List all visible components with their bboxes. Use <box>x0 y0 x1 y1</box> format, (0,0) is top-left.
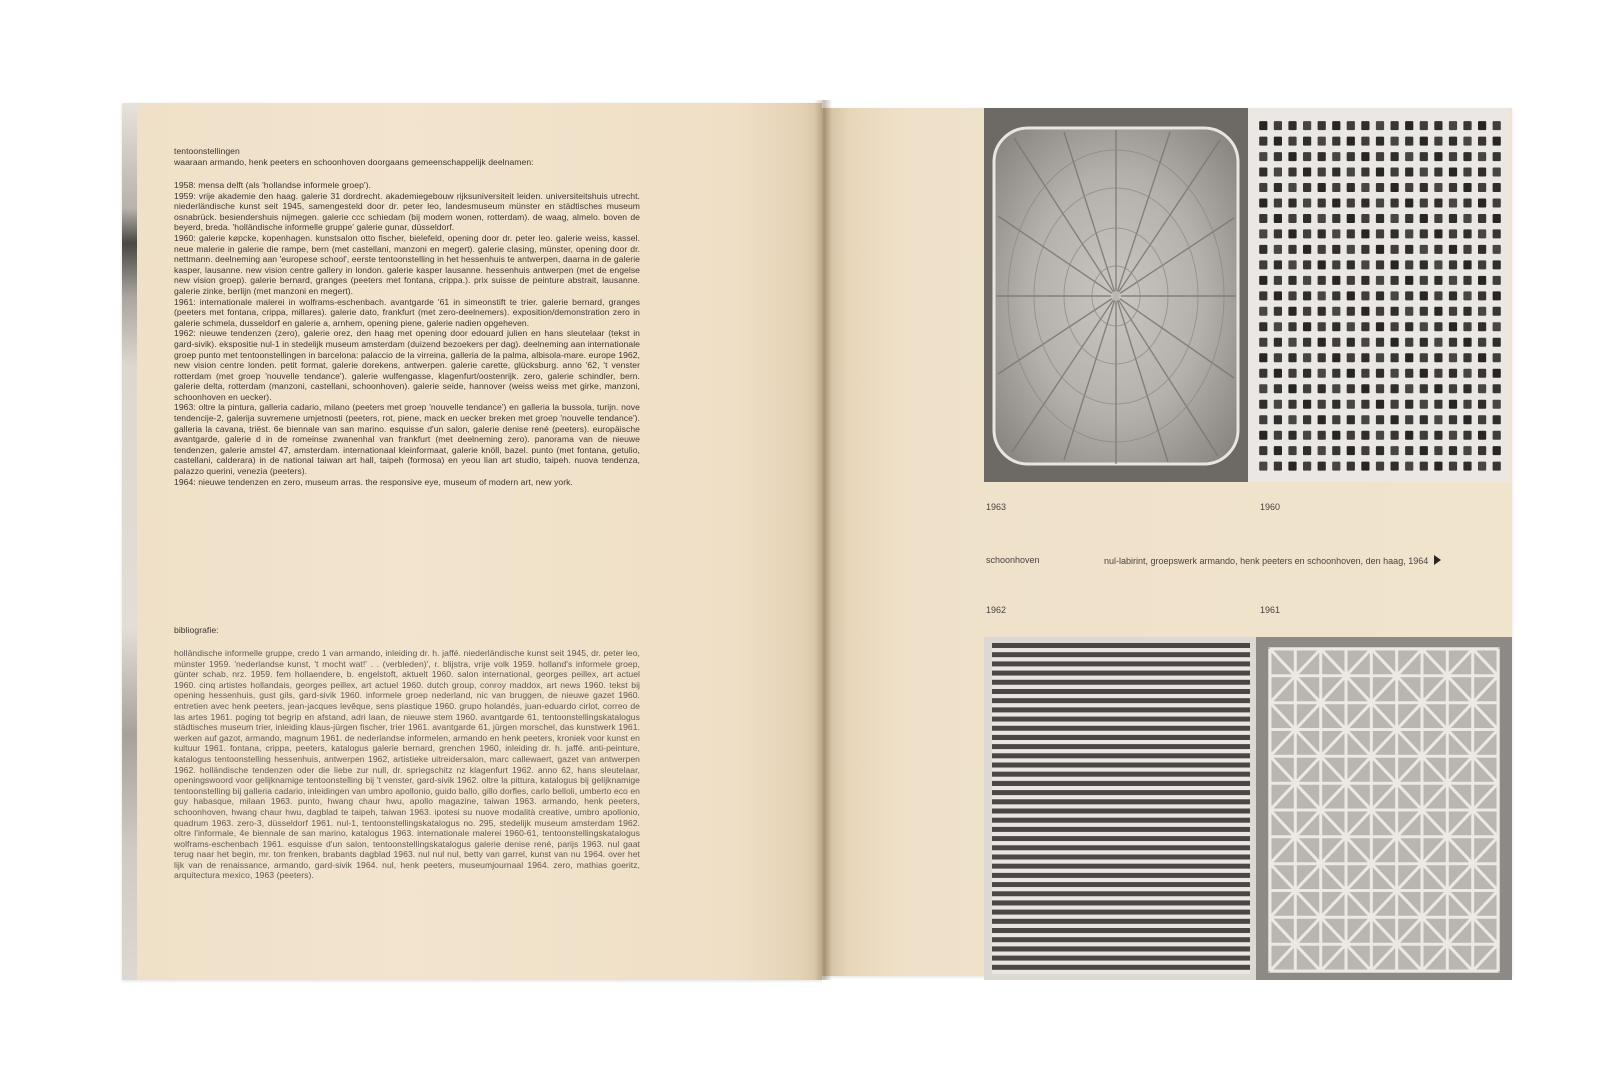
book-gutter <box>814 100 832 980</box>
artwork-triangle-lattice <box>1256 637 1512 980</box>
exhibitions-list <box>174 180 640 487</box>
caption-year-bottom-left: 1962 <box>986 605 1007 615</box>
artwork-square-grid <box>1248 108 1510 482</box>
triangle-lattice-image <box>1256 637 1512 980</box>
exhibition-entry: 1961: internationale malerei in wolframs-eschenbach. avantgarde '61 in simeonstift te trier. galerie bernard, granges (peeters met fontana, crippa, millares). galerie dato, frankfurt (met zero-deelnemers). exposition/demonstration zero in galerie schmela, dusseldorf en galerie a, arnhem, opening piene, galerie nadien opgeheven. <box>174 296 640 328</box>
exhibition-entry: 1960: galerie køpcke, kopenhagen. kunstsalon otto fischer, bielefeld, opening door dr. peter leo. galerie weiss, kassel. neue malerie in galerie die rampe, bern (met castellani, manzoni en megert). galerie clasing, münster, opening door dr. nettmann. deelneming aan 'europese school', eerste tentoonstelling in het hessenhuis te antwerpen, daarna in de galerie kasper, lausanne. new vision centre gallery in london. galerie kasper lausanne. hessenhuis antwerpen (met de engelse new vision groep). galerie bernard, granges (peeters met fontana, crippa.). prix suisse de peinture abstrait, lausanne. galerie zinke, berlijn (met manzoni en megert). <box>174 232 640 296</box>
caption-year-top-right: 1960 <box>1260 502 1281 512</box>
exhibition-entry: 1963: oltre la pintura, galleria cadario, milano (peeters met groep 'nouvelle tendance') en galleria la bussola, turijn. nove tendencije-2, galerija suvremene umjetnosti (peeters, rot, piene, mack en uecker breken met groep 'nouvelle tendance'). galleria la cavana, triëst. 6e biennale van san marino. esquisse d'un salon, galerie denise rené (peeters). europäische avantgarde, galerie d in de romeinse zwanenhal van frankfurt (met deelneming zero). panorama van de nieuwe tendenzen, galerie amstel 47, amsterdam. internationaal kleinformaat, galerie knöll, bazel. punto (met fontana, getulio, castellani, calderara) in de national taiwan art hall, taipeh (formosa) en yeou lian art studio, taipeh. nuova tendenza, palazzo querini, venezia (peeters). <box>174 402 640 477</box>
photo-edge-strip <box>122 103 137 980</box>
exhibition-entry: 1959: vrije akademie den haag. galerie 31 dordrecht. akademiegebouw rijksuniversiteit leiden. universiteitshuis utrecht. niederländische kunst seit 1945, samengesteld door dr. peter leo, landesmuseum münster en städtisches museum osnabrück. besiendershuis nijmegen. galerie ccc schiedam (bij modern wonen, rotterdam). de waag, almelo. boven de beyerd, breda. 'holländische informelle gruppe' galerie gunar, düsseldorf. <box>174 190 640 233</box>
horizontal-slats-image <box>984 637 1256 980</box>
exhibition-entry: 1964: nieuwe tendenzen en zero, museum arras. the responsive eye, museum of modern art, new york. <box>174 476 573 487</box>
exhibitions-heading <box>174 146 640 167</box>
exhibition-entry: 1958: mensa delft (als 'hollandse informele groep'). <box>174 180 371 190</box>
caption-year-bottom-right: 1961 <box>1260 605 1281 615</box>
heading-line-2: waaraan armando, henk peeters en schoonhoven doorgaans gemeenschappelijk deelnamen: <box>174 156 534 167</box>
bibliography-heading: bibliografie: <box>174 625 219 635</box>
caption-year-top-left: 1963 <box>986 502 1007 512</box>
work-title <box>1104 555 1441 566</box>
artist-name: schoonhoven <box>986 555 1040 565</box>
square-grid-image <box>1248 108 1510 482</box>
work-title-text: nul-labirint, groepswerk armando, henk peeters en schoonhoven, den haag, 1964 <box>1104 556 1429 566</box>
play-triangle-icon <box>1434 555 1441 565</box>
artwork-radial-relief <box>984 108 1248 482</box>
radial-relief-image <box>984 108 1248 482</box>
bibliography-text: holländische informelle gruppe, credo 1 van armando, inleiding dr. h. jaffé. niederländische kunst seit 1945, dr. peter leo, münster 1959. 'nederlandse kunst, 't mocht wat!' . . (verbleden)', r. blijstra, vrije volk 1959. holland's informele groep, günter schab, nrz. 1959. fem hollaendere, b. engelstoft, aktuelt 1960. salon international, georges peillex, art actuel 1960. cinq artistes hollandais, georges peillex, art actuel 1960. dutch group, conroy maddox, art news 1960. tekst bij opening hessenhuis, gust gils, gard-sivik 1960. informele groep nederland, nic van bruggen, de nieuwe gazet 1960. entretien avec henk peeters, jean-jacques levêque, sens plastique 1960. grupo holandés, juan-eduardo cirlot, correo de las artes 1961. poging tot begrip en afstand, adri laan, de nieuwe stem 1960. avantgarde 61, tentoonstellingskatalogus städtisches museum trier, inleiding klaus-jürgen fischer, trier 1961. avantgarde 61, jürgen morschel, das kunstwerk 1961. werken auf gazot, armando, magnum 1961. de nederlandse informelen, armando en henk peeters, kroniek voor kunst en kultuur 1961. fontana, crippa, peeters, katalogus galerie bernard, grenchen 1960, inleiding dr. h. jaffé. anti-peinture, katalogus tentoonstelling hessenhuis, antwerpen 1962, artistieke uitreidersalon, marc callewaert, gazet van antwerpen 1962. holländische tendenzen oder die liebe zur null, dr. spriegschitz nz klagenfurt 1962. anno 62, hans sleutelaar, openingswoord voor gelijknamige tentoonstelling bij 't venster, gard-sivik 1962. oltre la pittura, katalogus bij gelijknamige tentoonstelling bij galleria cadario, inleidingen van umbro apollonio, guido ballo, gillo dorfles, carlo belloli, umberto eco en guy habasque, milaan 1963. punto, hwang chaur hwu, apollo magazine, taiwan 1963. armando, henk peeters, schoonhoven, hwang chaur hwu, dagblad te taipeh, taiwan 1963. ipotesi su nuove modalità creative, umbro apollonio, quadrum 1963. zero-3, düsseldorf 1961. nul-1, tentoonstellingskatalogus no. 295, stedelijk museum amsterdam 1962. oltre l'informale, 4e biennale de san marino, katalogus 1963. internationale malerei 1960-61, tentoonstellingskatalogus wolframs-eschenbach 1961. esquisse d'un salon, tentoonstellingskatalogus galerie denise rené, parijs 1963. nul gaat terug naar het begin, mr. ton frenken, brabants dagblad 1963. nul nul nul, betty van garrel, kunst van nu 1964. over het lijk van de renaissance, armando, gard-sivik 1964. nul, henk peeters, museumjournaal 1964. zero, mathias goeritz, arquitectura mexico, 1963 (peeters). <box>174 648 640 881</box>
artwork-horizontal-slats <box>984 637 1256 980</box>
exhibition-entry: 1962: nieuwe tendenzen (zero), galerie orez, den haag met opening door edouard julien en hans sleutelaar (tekst in gard-sivik). ekspositie nul-1 in stedelijk museum amsterdam (duizend bezoekers per dag). deelneming aan internationale groep punto met tentoonstellingen in barcelona: palaccio de la virreina, galleria de la palma, albisola-mare. europe 1962, new vision centre londen. petit format, galerie dorekens, antwerpen. galerie carette, glücksburg. anno '62, 't venster rotterdam (met groep 'nouvelle tendance'). galerie wulfengasse, klagenfurt/oostenrijk. zero, galerie schindler, bern. galerie delta, rotterdam (manzoni, castellani, schoonhoven). galerie seide, hannover (weiss weiss met girke, manzoni, schoonhoven en uecker). <box>174 328 640 402</box>
heading-line-1: tentoonstellingen <box>174 146 240 156</box>
